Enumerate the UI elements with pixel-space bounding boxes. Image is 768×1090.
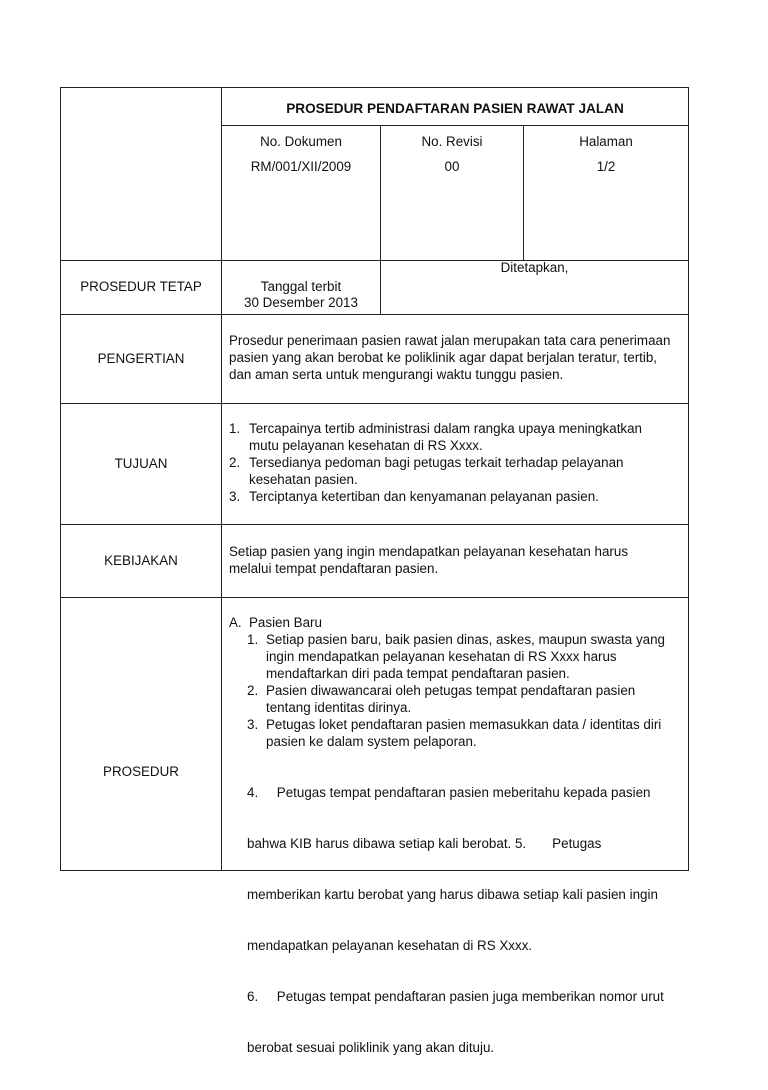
tujuan-item-line: Terciptanya ketertiban dan kenyamanan pelayanan pasien. — [249, 489, 599, 504]
kebijakan-label: KEBIJAKAN — [104, 553, 178, 568]
pengertian-line: dan aman serta untuk mengurangi waktu tunggu pasien. — [229, 367, 564, 382]
prosedur-item-line: mendaftarkan diri pada tempat pendaftaran pasien. — [266, 666, 570, 681]
title-divider — [222, 125, 688, 126]
pengertian-label: PENGERTIAN — [97, 351, 185, 366]
prosedur-item-line: Setiap pasien baru, baik pasien dinas, askes, maupun swasta yang — [266, 632, 665, 647]
label-column-divider — [221, 88, 222, 870]
tujuan-item-line: Tersedianya pedoman bagi petugas terkait terhadap pelayanan — [249, 455, 624, 470]
tujuan-item-line: kesehatan pasien. — [249, 472, 358, 487]
prosedur-item-line: Petugas loket pendaftaran pasien memasukkan data / identitas diri — [266, 717, 662, 732]
prosedur-item-line: ingin mendapatkan pelayanan kesehatan di RS Xxxx harus — [266, 649, 617, 664]
kebijakan-line: Setiap pasien yang ingin mendapatkan pelayanan kesehatan harus — [229, 544, 629, 559]
prosedur-label: PROSEDUR — [103, 764, 179, 779]
tanggal-terbit-label: Tanggal terbit — [260, 279, 342, 294]
halaman-value: 1/2 — [596, 159, 616, 174]
prosedur-flow-line: mendapatkan pelayanan kesehatan di RS Xxxx. — [247, 938, 533, 953]
pengertian-line: pasien yang akan berobat ke poliklinik agar dapat berjalan teratur, tertib, — [229, 350, 658, 365]
prosedur-flow-line: 6. Petugas tempat pendaftaran pasien juga memberikan nomor urut — [247, 989, 664, 1004]
prosedur-tetap-label: PROSEDUR TETAP — [80, 279, 202, 294]
sop-table — [60, 87, 689, 1055]
prosedur-section-heading — [229, 614, 684, 631]
tujuan-item-3 — [229, 488, 684, 505]
tujuan-item-1 — [229, 420, 684, 454]
ditetapkan-label: Ditetapkan, — [500, 260, 569, 275]
prosedur-flow-line: 4. Petugas tempat pendaftaran pasien meberitahu kepada pasien — [247, 785, 651, 800]
tujuan-label: TUJUAN — [114, 456, 168, 471]
row-divider-4 — [61, 524, 688, 525]
prosedur-item-number: 3. — [247, 717, 259, 732]
prosedur-section-title: Pasien Baru — [249, 615, 322, 630]
prosedur-item-line: pasien ke dalam system pelaporan. — [266, 734, 477, 749]
document-title: PROSEDUR PENDAFTARAN PASIEN RAWAT JALAN — [286, 101, 624, 116]
prosedur-item-2 — [247, 682, 687, 716]
tujuan-item-line: mutu pelayanan kesehatan di RS Xxxx. — [249, 438, 483, 453]
prosedur-flow-text — [247, 750, 687, 1090]
kebijakan-text — [229, 543, 684, 577]
halaman-label: Halaman — [579, 134, 633, 149]
prosedur-item-number: 2. — [247, 683, 259, 698]
row-divider-2 — [61, 314, 688, 315]
no-revisi-value: 00 — [444, 159, 460, 174]
row-divider-5 — [61, 597, 688, 598]
no-dokumen-label: No. Dokumen — [260, 134, 342, 149]
no-dokumen-value: RM/001/XII/2009 — [250, 159, 352, 174]
no-revisi-label: No. Revisi — [421, 134, 483, 149]
kebijakan-line: melalui tempat pendaftaran pasien. — [229, 561, 439, 576]
prosedur-flow-line: berobat sesuai poliklinik yang akan dituju. — [247, 1040, 495, 1055]
prosedur-flow-line: bahwa KIB harus dibawa setiap kali berobat. 5. Petugas — [247, 836, 602, 851]
tujuan-item-number: 2. — [229, 455, 241, 470]
prosedur-item-line: tentang identitas dirinya. — [266, 700, 412, 715]
tanggal-terbit-value: 30 Desember 2013 — [244, 295, 358, 310]
prosedur-item-number: 1. — [247, 632, 259, 647]
row-divider-3 — [61, 403, 688, 404]
prosedur-flow-line: memberikan kartu berobat yang harus dibawa setiap kali pasien ingin — [247, 887, 658, 902]
tujuan-item-number: 3. — [229, 489, 241, 504]
prosedur-item-line: Pasien diwawancarai oleh petugas tempat pendaftaran pasien — [266, 683, 636, 698]
tujuan-item-number: 1. — [229, 421, 241, 436]
prosedur-section-letter: A. — [229, 615, 242, 630]
prosedur-item-1 — [247, 631, 687, 682]
tujuan-item-2 — [229, 454, 684, 488]
pengertian-text — [229, 332, 684, 383]
prosedur-item-3 — [247, 716, 687, 750]
pengertian-line: Prosedur penerimaan pasien rawat jalan merupakan tata cara penerimaan — [229, 333, 671, 348]
tujuan-item-line: Tercapainya tertib administrasi dalam rangka upaya meningkatkan — [249, 421, 643, 436]
